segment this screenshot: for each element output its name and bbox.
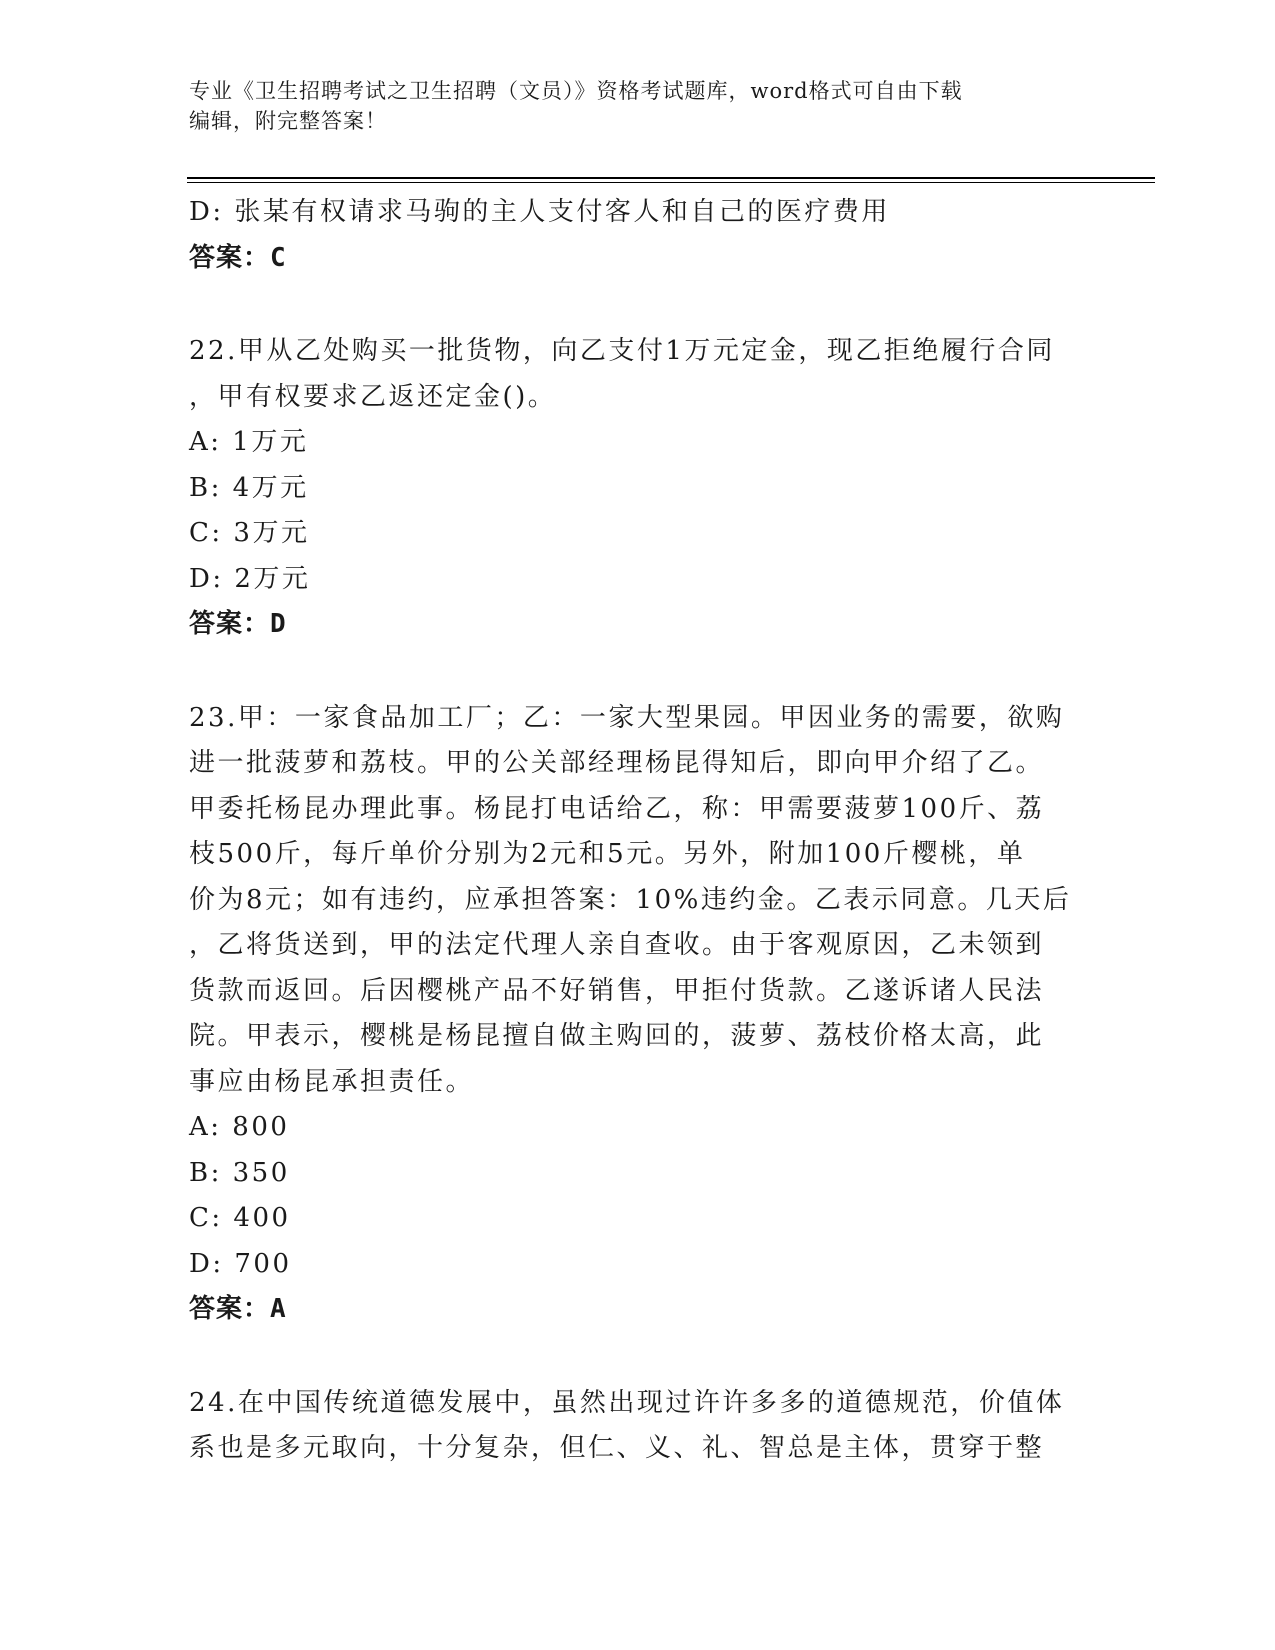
header-line-1: 专业《卫生招聘考试之卫生招聘（文员）》资格考试题库，word格式可自由下载 — [189, 79, 963, 103]
question-stem-line: 进一批菠萝和荔枝。甲的公关部经理杨昆得知后，即向甲介绍了乙。 — [189, 748, 1045, 778]
question-23 — [189, 696, 1089, 1333]
question-21 — [189, 190, 1089, 281]
option-d: D: 700 — [189, 1248, 292, 1279]
option-d: D: 2万元 — [189, 563, 311, 594]
question-stem-line: 货款而返回。后因樱桃产品不好销售，甲拒付货款。乙遂诉诸人民法 — [189, 975, 1045, 1006]
header-line-2: 编辑，附完整答案！ — [189, 109, 387, 133]
question-stem-line: 甲委托杨昆办理此事。杨昆打电话给乙，称：甲需要菠萝100斤、荔 — [189, 793, 1045, 824]
option-a: A: 1万元 — [189, 427, 309, 457]
option-a: A: 800 — [189, 1112, 290, 1142]
question-stem-line: 24.在中国传统道德发展中，虽然出现过许许多多的道德规范，价值体 — [189, 1387, 1065, 1418]
question-24 — [189, 1381, 1089, 1472]
question-gap — [189, 281, 1089, 329]
question-stem-line: 枝500斤，每斤单价分别为2元和5元。另外，附加100斤樱桃，单 — [189, 839, 1026, 869]
question-body — [189, 190, 1089, 1472]
question-stem-line: 23.甲：一家食品加工厂；乙：一家大型果园。甲因业务的需要，欲购 — [189, 702, 1065, 733]
answer-line: 答案：A — [189, 1294, 287, 1324]
question-22 — [189, 329, 1089, 648]
question-stem-line: 事应由杨昆承担责任。 — [189, 1066, 475, 1097]
header-rule-thin — [187, 182, 1155, 183]
option-c: C: 3万元 — [189, 518, 310, 548]
answer-line: 答案：C — [189, 242, 287, 273]
page-header — [189, 76, 1089, 136]
question-gap — [189, 648, 1089, 696]
answer-line: 答案：D — [189, 609, 287, 639]
question-stem-line: ，乙将货送到，甲的法定代理人亲自查收。由于客观原因，乙未领到 — [189, 930, 1045, 960]
option-b: B: 4万元 — [189, 472, 309, 503]
question-stem-line: 22.甲从乙处购买一批货物，向乙支付1万元定金，现乙拒绝履行合同 — [189, 336, 1055, 366]
question-stem-line: 系也是多元取向，十分复杂，但仁、义、礼、智总是主体，贯穿于整 — [189, 1433, 1045, 1463]
option-c: C: 400 — [189, 1203, 291, 1233]
option-b: B: 350 — [189, 1157, 290, 1188]
header-rule-thick — [187, 177, 1155, 179]
question-gap — [189, 1333, 1089, 1381]
question-stem-line: 院。甲表示，樱桃是杨昆擅自做主购回的，菠萝、荔枝价格太高，此 — [189, 1021, 1045, 1051]
question-stem-line: ，甲有权要求乙返还定金()。 — [189, 381, 557, 412]
option-d: D: 张某有权请求马驹的主人支付客人和自己的医疗费用 — [189, 197, 890, 227]
question-stem-line: 价为8元；如有违约，应承担答案：10%违约金。乙表示同意。几天后 — [189, 884, 1072, 915]
